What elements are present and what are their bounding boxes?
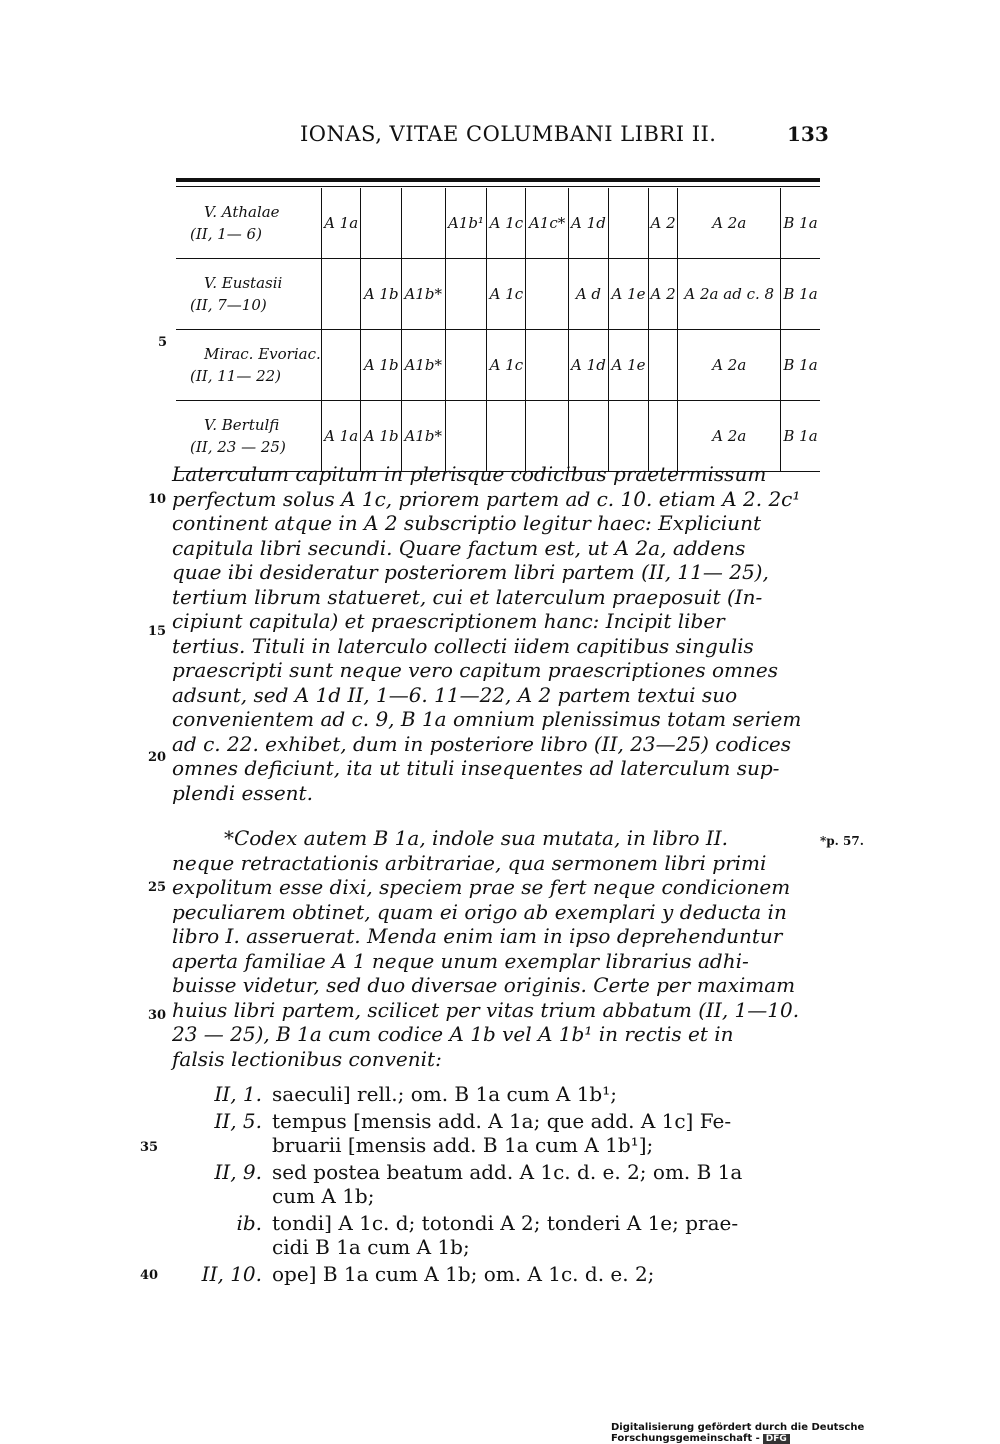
table-cell: A1b* [401,259,445,330]
text-line: adsunt, sed A 1d II, 1—6. 11—22, A 2 partem textui suo [172,682,738,707]
table-cell [648,330,678,401]
table-cell [321,259,361,330]
table-cell [445,401,487,472]
table-cell: B 1a [781,330,820,401]
table-cell: A d [568,259,608,330]
text-line: *Codex autem B 1a, indole sua mutata, in libro II. [224,826,729,850]
variant-text [272,1211,812,1260]
variant-line: sed postea beatum add. A 1c. d. e. 2; om. B 1a [272,1159,743,1184]
line-number: 20 [148,750,167,765]
line-number: 30 [148,1008,167,1023]
margin-page-ref: *p. 57. [820,834,864,848]
table-cell [401,188,445,259]
dfg-logo: DFG [763,1434,790,1444]
line-number: 5 [158,335,168,350]
variant-ref: II, 5. [214,1108,262,1133]
paragraph-1 [172,462,822,805]
table-cell: A 1b [361,330,401,401]
table-cell: A1b* [401,330,445,401]
table-cell: A 2a [678,401,781,472]
text-line: capitula libri secundi. Quare factum est, ut A 2a, addens [172,535,746,560]
table-cell: A 1a [321,188,361,259]
table-top-rule [176,178,820,182]
variant-line: bruarii [mensis add. B 1a cum A 1b¹]; [272,1133,654,1157]
text-line: tertius. Tituli in laterculo collecti iidem capitibus singulis [172,633,754,658]
text-line: falsis lectionibus convenit: [172,1046,442,1071]
table-cell: A 2a [678,330,781,401]
line-number: 40 [140,1268,159,1283]
table-cell: A 1d [568,188,608,259]
table-cell: A 1e [609,330,649,401]
table-cell: A 2a ad c. 8 [678,259,781,330]
table-cell [609,401,649,472]
text-line: peculiarem obtinet, quam ei origo ab exemplari y deducta in [172,899,787,924]
table-cell [648,401,678,472]
text-line: cipiunt capitula) et praescriptionem hanc: Incipit liber [172,609,725,633]
row-label-line: V. Eustasii [204,274,283,292]
table-cell [445,330,487,401]
table-cell [526,259,568,330]
variant-ref: ib. [236,1210,262,1235]
variant-line: cum A 1b; [272,1184,375,1208]
row-label-line: (II, 7—10) [190,296,267,314]
text-line: libro I. asseruerat. Menda enim iam in ipso deprehenduntur [172,924,783,948]
table-cell [321,330,361,401]
table-cell [609,188,649,259]
table-cell: A1b¹ [445,188,487,259]
table-cell: A 2 [648,259,678,330]
table-cell: A 1c [487,330,526,401]
table-cell [526,330,568,401]
variant-entry [172,1211,822,1260]
text-line: ad c. 22. exhibet, dum in posteriore libro (II, 23—25) codices [172,731,791,756]
variant-entry [172,1160,822,1209]
text-line: expolitum esse dixi, speciem prae se fert neque condicionem [172,875,791,899]
text-line: buisse videtur, sed duo diversae originis. Certe per maximam [172,973,796,997]
table-cell: A1c* [526,188,568,259]
variant-text [272,1109,812,1158]
row-label-line: Mirac. Evoriac. [204,345,321,363]
text-line: plendi essent. [172,780,313,805]
text-line: convenientem ad c. 9, B 1a omnium plenissimus totam seriem [172,707,802,731]
row-label-line: (II, 1— 6) [190,225,262,243]
row-label [176,330,321,401]
table-row [176,330,820,401]
variant-line: cidi B 1a cum A 1b; [272,1235,470,1259]
variant-entry [172,1262,822,1287]
variant-ref: II, 9. [214,1159,262,1184]
variant-entry [172,1109,822,1158]
variant-text [272,1160,812,1209]
table-cell [361,188,401,259]
running-title: IONAS, VITAE COLUMBANI LIBRI II. [300,122,717,146]
table-cell: A 1b [361,259,401,330]
table-cell: A 1c [487,259,526,330]
text-line: aperta familiae A 1 neque unum exemplar librarius adhi- [172,948,749,973]
line-number: 25 [148,880,167,895]
row-label-line: (II, 23 — 25) [190,438,286,456]
table-row [176,401,820,472]
variant-ref: II, 10. [201,1261,262,1286]
variant-line: tempus [mensis add. A 1a; que add. A 1c] Fe- [272,1108,732,1133]
text-line: tertium librum statueret, cui et laterculum praeposuit (In- [172,584,763,609]
text-line: quae ibi desideratur posteriorem libri partem (II, 11— 25), [172,560,769,584]
text-line: huius libri partem, scilicet per vitas trium abbatum (II, 1—10. [172,997,800,1022]
text-line: praescripti sunt neque vero capitum praescriptiones omnes [172,658,778,682]
text-line: Laterculum capitum in plerisque codicibus praetermissum [172,462,767,486]
table-cell [487,401,526,472]
line-number: 35 [140,1140,159,1155]
row-label-line: (II, 11— 22) [190,367,282,385]
table-cell: B 1a [781,259,820,330]
table-cell [526,401,568,472]
table-cell [445,259,487,330]
variant-text [272,1082,812,1107]
row-label [176,401,321,472]
variant-line: saeculi] rell.; om. B 1a cum A 1b¹; [272,1082,617,1106]
table-cell: A 1a [321,401,361,472]
table-cell: A 2 [648,188,678,259]
running-header [0,122,1000,152]
footer-credit [611,1422,1000,1444]
variant-ref: II, 1. [214,1082,262,1106]
table-cell: A 1b [361,401,401,472]
row-label [176,259,321,330]
row-label [176,188,321,259]
table-cell: B 1a [781,401,820,472]
variant-text [272,1262,812,1287]
row-label-line: V. Athalae [204,203,280,221]
table-cell: A 1c [487,188,526,259]
variant-line: tondi] A 1c. d; totondi A 2; tonderi A 1e; prae- [272,1210,739,1235]
table-cell: A 1e [609,259,649,330]
table-cell: A 1d [568,330,608,401]
line-number: 10 [148,492,167,507]
text-line: neque retractationis arbitrariae, qua sermonem libri primi [172,850,767,875]
table-cell: A1b* [401,401,445,472]
table-cell: B 1a [781,188,820,259]
table-row [176,188,820,259]
paragraph-2 [172,826,822,1071]
text-line: 23 — 25), B 1a cum codice A 1b vel A 1b¹ in rectis et in [172,1022,734,1046]
table-cell: A 2a [678,188,781,259]
variant-line: ope] B 1a cum A 1b; om. A 1c. d. e. 2; [272,1261,655,1286]
variant-entry [172,1082,822,1107]
row-label-line: V. Bertulfi [204,416,280,434]
text-line: omnes deficiunt, ita ut tituli insequentes ad laterculum sup- [172,756,780,780]
page-number: 133 [787,122,829,146]
line-number: 15 [148,624,167,639]
text-line: perfectum solus A 1c, priorem partem ad c. 10. etiam A 2. 2c¹ [172,486,801,511]
text-line: continent atque in A 2 subscriptio legitur haec: Expliciunt [172,511,761,535]
table-cell [568,401,608,472]
manuscript-table [176,188,820,472]
table-row [176,259,820,330]
footer-text: Digitalisierung gefördert durch die Deutsche Forschungsgemeinschaft - [611,1422,865,1444]
table-top-rule-thin [176,186,820,187]
